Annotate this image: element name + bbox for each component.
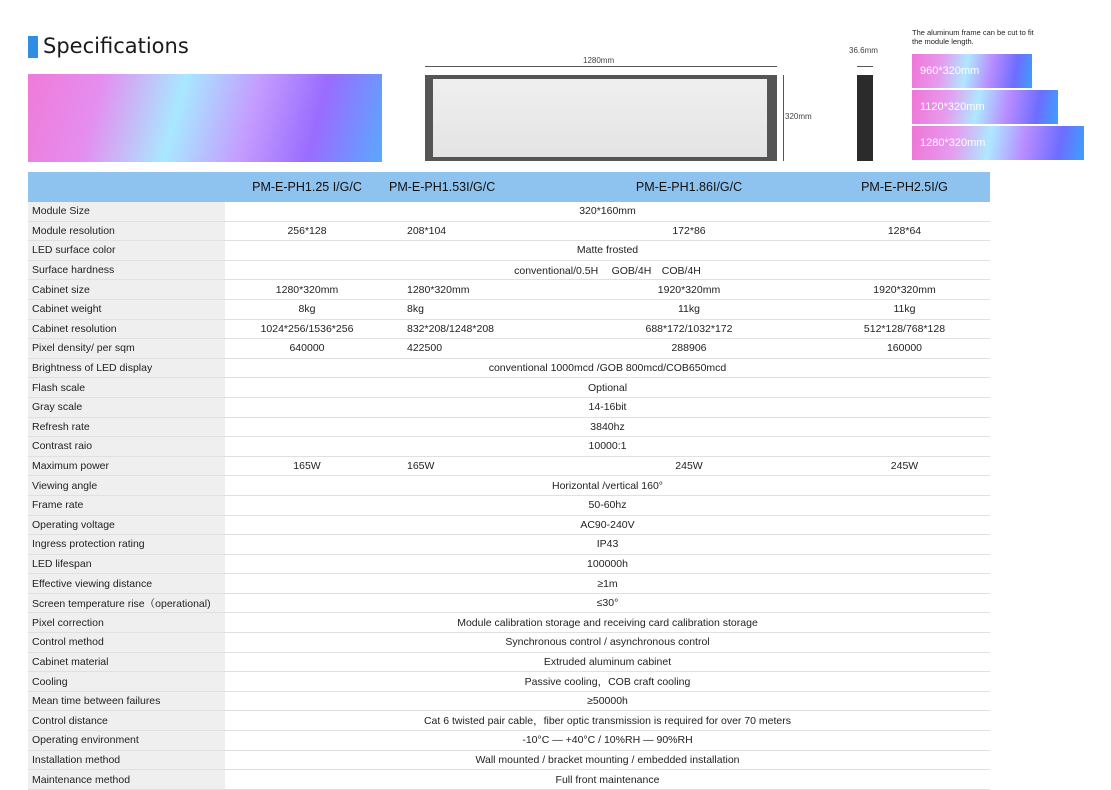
- row-value-cell: 256*128: [225, 221, 389, 241]
- row-label: Operating voltage: [28, 515, 225, 535]
- page-title: Specifications: [43, 34, 189, 58]
- header-cell-blank: [28, 172, 225, 202]
- table-header-row: [28, 172, 990, 202]
- row-value-cell: 8kg: [389, 299, 559, 319]
- row-label: Maximum power: [28, 456, 225, 476]
- row-value-merged: ≥1m: [225, 574, 990, 594]
- row-value-merged: 10000:1: [225, 437, 990, 457]
- row-label: Control method: [28, 633, 225, 653]
- table-row: [28, 456, 990, 476]
- row-value-cell: 1280*320mm: [389, 280, 559, 300]
- title-accent-bar: [28, 36, 38, 58]
- table-row: [28, 731, 990, 751]
- row-value-merged: Wall mounted / bracket mounting / embedded installation: [225, 750, 990, 770]
- table-row: [28, 613, 990, 633]
- row-value-cell: 165W: [389, 456, 559, 476]
- table-row: [28, 280, 990, 300]
- row-label: Gray scale: [28, 397, 225, 417]
- depth-dimension-line: [857, 66, 873, 67]
- row-value-merged: Optional: [225, 378, 990, 398]
- row-value-merged: -10°C — +40°C / 10%RH — 90%RH: [225, 731, 990, 751]
- row-value-cell: 245W: [819, 456, 990, 476]
- row-label: Refresh rate: [28, 417, 225, 437]
- row-label: Module Size: [28, 202, 225, 221]
- row-value-cell: 832*208/1248*208: [389, 319, 559, 339]
- row-value-cell: 512*128/768*128: [819, 319, 990, 339]
- row-value-cell: 160000: [819, 339, 990, 359]
- row-label: Viewing angle: [28, 476, 225, 496]
- table-row: [28, 711, 990, 731]
- variant-1280: 1280*320mm: [912, 126, 1084, 160]
- row-value-cell: 1280*320mm: [225, 280, 389, 300]
- row-label: Pixel correction: [28, 613, 225, 633]
- row-value-merged: conventional/0.5H GOB/4H COB/4H: [225, 260, 990, 280]
- row-value-merged: Cat 6 twisted pair cable，fiber optic transmission is required for over 70 meters: [225, 711, 990, 731]
- width-dimension-line: [425, 66, 777, 67]
- row-label: Ingress protection rating: [28, 535, 225, 555]
- width-dimension-label: 1280mm: [583, 56, 615, 65]
- row-value-merged: Module calibration storage and receiving card calibration storage: [225, 613, 990, 633]
- table-row: [28, 202, 990, 221]
- table-row: [28, 652, 990, 672]
- row-value-cell: 8kg: [225, 299, 389, 319]
- header-cell-ph125: PM-E-PH1.25 I/G/C: [225, 172, 389, 202]
- variant-1120: 1120*320mm: [912, 90, 1058, 124]
- depth-dimension-label: 36.6mm: [849, 46, 878, 55]
- table-row: [28, 397, 990, 417]
- row-label: Pixel density/ per sqm: [28, 339, 225, 359]
- row-value-cell: 1920*320mm: [819, 280, 990, 300]
- row-value-merged: Extruded aluminum cabinet: [225, 652, 990, 672]
- table-row: [28, 339, 990, 359]
- row-label: LED surface color: [28, 241, 225, 261]
- cabinet-front-panel: [433, 79, 767, 157]
- spec-table: [28, 172, 990, 790]
- row-value-cell: 640000: [225, 339, 389, 359]
- table-row: [28, 319, 990, 339]
- row-label: Installation method: [28, 750, 225, 770]
- row-label: Cabinet material: [28, 652, 225, 672]
- table-row: [28, 378, 990, 398]
- row-value-merged: IP43: [225, 535, 990, 555]
- table-row: [28, 593, 990, 613]
- row-label: Operating environment: [28, 731, 225, 751]
- table-row: [28, 260, 990, 280]
- row-value-cell: 288906: [559, 339, 819, 359]
- table-row: [28, 672, 990, 692]
- row-label: Cabinet weight: [28, 299, 225, 319]
- table-row: [28, 417, 990, 437]
- row-value-merged: conventional 1000mcd /GOB 800mcd/COB650mcd: [225, 358, 990, 378]
- row-value-cell: 1024*256/1536*256: [225, 319, 389, 339]
- row-value-merged: Full front maintenance: [225, 770, 990, 790]
- row-value-cell: 688*172/1032*172: [559, 319, 819, 339]
- row-label: Mean time between failures: [28, 691, 225, 711]
- variant-960: 960*320mm: [912, 54, 1032, 88]
- height-dimension-label: 320mm: [785, 112, 812, 121]
- row-value-merged: 50-60hz: [225, 495, 990, 515]
- row-label: Maintenance method: [28, 770, 225, 790]
- header-cell-ph186: PM-E-PH1.86I/G/C: [559, 172, 819, 202]
- row-value-cell: 422500: [389, 339, 559, 359]
- header-cell-ph153: PM-E-PH1.53I/G/C: [389, 172, 559, 202]
- row-label: Control distance: [28, 711, 225, 731]
- row-value-cell: 245W: [559, 456, 819, 476]
- table-row: [28, 299, 990, 319]
- row-label: Frame rate: [28, 495, 225, 515]
- cabinet-side-view: [857, 75, 873, 161]
- row-value-merged: 320*160mm: [225, 202, 990, 221]
- table-row: [28, 241, 990, 261]
- table-row: [28, 770, 990, 790]
- row-value-merged: 14-16bit: [225, 397, 990, 417]
- row-value-cell: 208*104: [389, 221, 559, 241]
- table-row: [28, 535, 990, 555]
- row-value-merged: 100000h: [225, 554, 990, 574]
- table-row: [28, 691, 990, 711]
- row-label: Cabinet size: [28, 280, 225, 300]
- row-value-merged: 3840hz: [225, 417, 990, 437]
- table-row: [28, 750, 990, 770]
- row-value-cell: 165W: [225, 456, 389, 476]
- row-label: Cooling: [28, 672, 225, 692]
- row-value-cell: 172*86: [559, 221, 819, 241]
- row-label: Screen temperature rise（operational): [28, 593, 225, 613]
- frame-cut-note: The aluminum frame can be cut to fit the module length.: [912, 28, 1034, 46]
- row-label: LED lifespan: [28, 554, 225, 574]
- row-label: Surface hardness: [28, 260, 225, 280]
- row-value-merged: ≥50000h: [225, 691, 990, 711]
- row-value-cell: 11kg: [819, 299, 990, 319]
- row-label: Brightness of LED display: [28, 358, 225, 378]
- height-dimension-line: [783, 75, 784, 161]
- table-row: [28, 574, 990, 594]
- row-value-merged: Synchronous control / asynchronous control: [225, 633, 990, 653]
- row-value-merged: Passive cooling，COB craft cooling: [225, 672, 990, 692]
- row-label: Effective viewing distance: [28, 574, 225, 594]
- row-label: Cabinet resolution: [28, 319, 225, 339]
- table-row: [28, 358, 990, 378]
- row-value-cell: 128*64: [819, 221, 990, 241]
- row-value-merged: AC90-240V: [225, 515, 990, 535]
- table-row: [28, 437, 990, 457]
- table-row: [28, 554, 990, 574]
- row-label: Contrast raio: [28, 437, 225, 457]
- row-value-cell: 1920*320mm: [559, 280, 819, 300]
- row-label: Module resolution: [28, 221, 225, 241]
- table-row: [28, 221, 990, 241]
- table-row: [28, 515, 990, 535]
- header-cell-ph25: PM-E-PH2.5I/G: [819, 172, 990, 202]
- table-row: [28, 495, 990, 515]
- row-value-merged: ≤30°: [225, 593, 990, 613]
- row-value-merged: Matte frosted: [225, 241, 990, 261]
- row-value-cell: 11kg: [559, 299, 819, 319]
- table-row: [28, 476, 990, 496]
- row-label: Flash scale: [28, 378, 225, 398]
- module-product-image: [28, 74, 382, 162]
- row-value-merged: Horizontal /vertical 160°: [225, 476, 990, 496]
- table-row: [28, 633, 990, 653]
